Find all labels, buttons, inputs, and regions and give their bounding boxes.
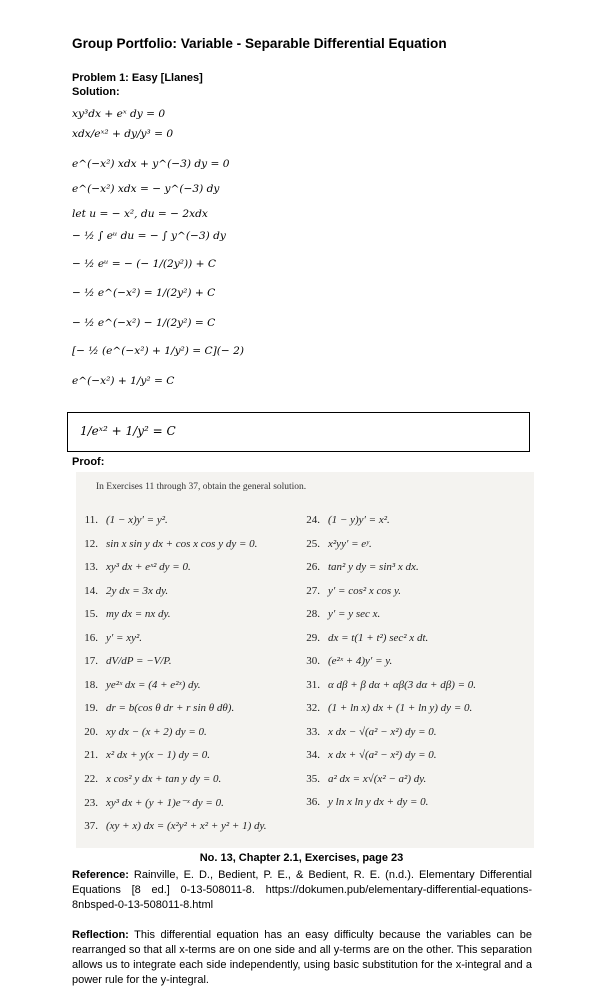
- exercise-item: [76, 796, 224, 809]
- exercise-equation: (1 − y)y′ = x².: [328, 514, 390, 526]
- exercise-item: [76, 538, 257, 550]
- exercise-caption: No. 13, Chapter 2.1, Exercises, page 23: [199, 852, 404, 864]
- exercise-number: 36.: [306, 796, 320, 808]
- exercise-number: 20.: [84, 725, 98, 738]
- exercise-item: [298, 773, 426, 785]
- solution-step: − ½ eᵘ = − (− 1/(2y²)) + C: [72, 258, 217, 270]
- exercise-item: [298, 749, 437, 761]
- exercise-equation: α dβ + β dα + αβ(3 dα + dβ) = 0.: [328, 678, 477, 691]
- exercise-number: 18.: [84, 678, 98, 691]
- exercise-equation: my dx = nx dy.: [106, 608, 171, 620]
- exercise-item: [76, 773, 221, 785]
- exercise-equation: x cos² y dx + tan y dy = 0.: [106, 772, 222, 785]
- exercise-item: [76, 820, 267, 832]
- solution-step: − ½ e^(−x²) − 1/(2y²) = C: [72, 317, 216, 329]
- exercise-item: [76, 726, 207, 738]
- exercise-equation: xy dx − (x + 2) dy = 0.: [106, 725, 207, 738]
- exercise-number: 24.: [306, 514, 320, 526]
- exercise-number: 37.: [84, 819, 98, 832]
- page-title: Group Portfolio: Variable - Separable Differential Equation: [72, 36, 447, 51]
- exercise-number: 32.: [306, 702, 320, 714]
- exercise-equation: dr = b(cos θ dr + r sin θ dθ).: [106, 702, 235, 714]
- reference-text: Rainville, E. D., Bedient, P. E., & Bedient, R. E. (n.d.). Elementary Differential Equations [8 ed.] 0-13-508011-8. https://dokumen.pub/elementary-differential-equations-8nbsped-0-13-508011-8.html: [72, 869, 532, 911]
- exercise-number: 30.: [306, 655, 320, 667]
- exercise-number: 28.: [306, 608, 320, 620]
- exercise-item: [298, 608, 380, 620]
- exercise-number: 33.: [306, 725, 320, 738]
- solution-label: Solution:: [72, 86, 120, 98]
- exercise-item: [76, 749, 210, 761]
- exercise-equation: y ln x ln y dx + dy = 0.: [328, 796, 429, 808]
- exercise-item: [298, 702, 472, 714]
- reflection-paragraph: [72, 928, 532, 988]
- exercise-equation: x²yy′ = eʸ.: [328, 537, 372, 550]
- exercise-equation: (1 − x)y′ = y².: [106, 514, 168, 526]
- exercise-item: [298, 538, 372, 550]
- solution-step: − ½ e^(−x²) = 1/(2y²) + C: [72, 287, 216, 299]
- exercise-item: [298, 726, 437, 738]
- exercise-number: 22.: [84, 772, 98, 785]
- exercise-equation: y′ = y sec x.: [328, 608, 381, 620]
- exercises-intro: In Exercises 11 through 37, obtain the general solution.: [96, 482, 307, 492]
- exercise-number: 34.: [306, 749, 320, 761]
- exercise-item: [76, 679, 201, 691]
- exercise-number: 31.: [306, 678, 320, 691]
- exercise-equation: dV/dP = −V/P.: [106, 655, 172, 667]
- exercise-equation: sin x sin y dx + cos x cos y dy = 0.: [106, 537, 258, 550]
- solution-step: e^(−x²) xdx + y^(−3) dy = 0: [72, 158, 230, 170]
- exercise-item: [298, 796, 428, 808]
- exercise-equation: tan² y dy = sin³ x dx.: [328, 561, 419, 573]
- solution-step: xy³dx + eˣ dy = 0: [72, 108, 166, 120]
- exercise-number: 26.: [306, 561, 320, 573]
- exercise-equation: dx = t(1 + t²) sec² x dt.: [328, 631, 429, 644]
- exercise-number: 11.: [84, 514, 98, 526]
- exercise-number: 16.: [84, 631, 98, 644]
- exercise-number: 25.: [306, 537, 320, 550]
- reflection-label: Reflection:: [72, 929, 129, 941]
- proof-label: Proof:: [72, 456, 105, 468]
- exercise-number: 13.: [84, 561, 98, 573]
- solution-step: e^(−x²) + 1/y² = C: [72, 375, 175, 387]
- exercise-number: 21.: [84, 749, 98, 761]
- reflection-text: This differential equation has an easy difficulty because the variables can be rearranged so that all x-terms are on one side and all y-terms are on the other. This separation allows us to integrate each side independently, using basic substitution for the x-integral and a power rule for the y-integral.: [72, 929, 532, 986]
- exercise-number: 14.: [84, 584, 98, 597]
- exercise-equation: (e²ˣ + 4)y′ = y.: [328, 655, 393, 667]
- exercise-number: 27.: [306, 584, 320, 597]
- exercise-number: 23.: [84, 797, 98, 809]
- exercise-equation: x dx − √(a² − x²) dy = 0.: [328, 725, 437, 738]
- exercise-item: [298, 561, 419, 573]
- exercise-equation: a² dx = x√(x² − a²) dy.: [328, 772, 427, 785]
- exercise-item: [298, 632, 428, 644]
- exercise-number: 17.: [84, 655, 98, 667]
- exercises-image: [76, 472, 534, 848]
- exercise-item: [76, 585, 168, 597]
- exercise-item: [298, 585, 401, 597]
- exercise-item: [76, 655, 171, 667]
- exercise-number: 12.: [84, 537, 98, 550]
- problem-title: Problem 1: Easy [Llanes]: [72, 72, 203, 84]
- solution-step: xdx/eˣ² + dy/y³ = 0: [72, 128, 174, 140]
- exercise-item: [76, 632, 142, 644]
- exercise-item: [298, 679, 476, 691]
- exercise-number: 29.: [306, 631, 320, 644]
- reference-label: Reference:: [72, 869, 129, 881]
- exercise-equation: (xy + x) dx = (x²y² + x² + y² + 1) dy.: [106, 819, 267, 832]
- final-answer-box: [67, 412, 530, 452]
- exercise-item: [76, 702, 234, 714]
- exercise-item: [76, 514, 168, 526]
- exercise-equation: ye²ˣ dx = (4 + e²ˣ) dy.: [106, 678, 201, 691]
- exercise-equation: xy³ dx + (y + 1)e⁻ˣ dy = 0.: [106, 797, 224, 809]
- exercise-item: [76, 608, 171, 620]
- exercise-equation: x² dx + y(x − 1) dy = 0.: [106, 749, 211, 761]
- solution-step: − ½ ∫ eᵘ du = − ∫ y^(−3) dy: [72, 230, 226, 242]
- exercise-item: [298, 655, 392, 667]
- solution-step: e^(−x²) xdx = − y^(−3) dy: [72, 183, 220, 195]
- solution-step: [− ½ (e^(−x²) + 1/y²) = C](− 2): [72, 345, 245, 357]
- solution-step: 1/eˣ² + 1/y² = C: [80, 424, 176, 438]
- exercise-equation: y′ = xy².: [106, 631, 143, 644]
- exercise-item: [298, 514, 390, 526]
- exercise-equation: 2y dx = 3x dy.: [106, 584, 169, 597]
- exercise-item: [76, 561, 191, 573]
- exercise-equation: (1 + ln x) dx + (1 + ln y) dy = 0.: [328, 702, 473, 714]
- exercise-number: 35.: [306, 772, 320, 785]
- exercise-equation: y′ = cos² x cos y.: [328, 584, 401, 597]
- solution-step: let u = − x², du = − 2xdx: [72, 208, 208, 220]
- exercise-equation: xy³ dx + eˣ² dy = 0.: [106, 561, 191, 573]
- reference-paragraph: [72, 868, 532, 913]
- exercise-number: 19.: [84, 702, 98, 714]
- exercise-equation: x dx + √(a² − x²) dy = 0.: [328, 749, 437, 761]
- exercise-number: 15.: [84, 608, 98, 620]
